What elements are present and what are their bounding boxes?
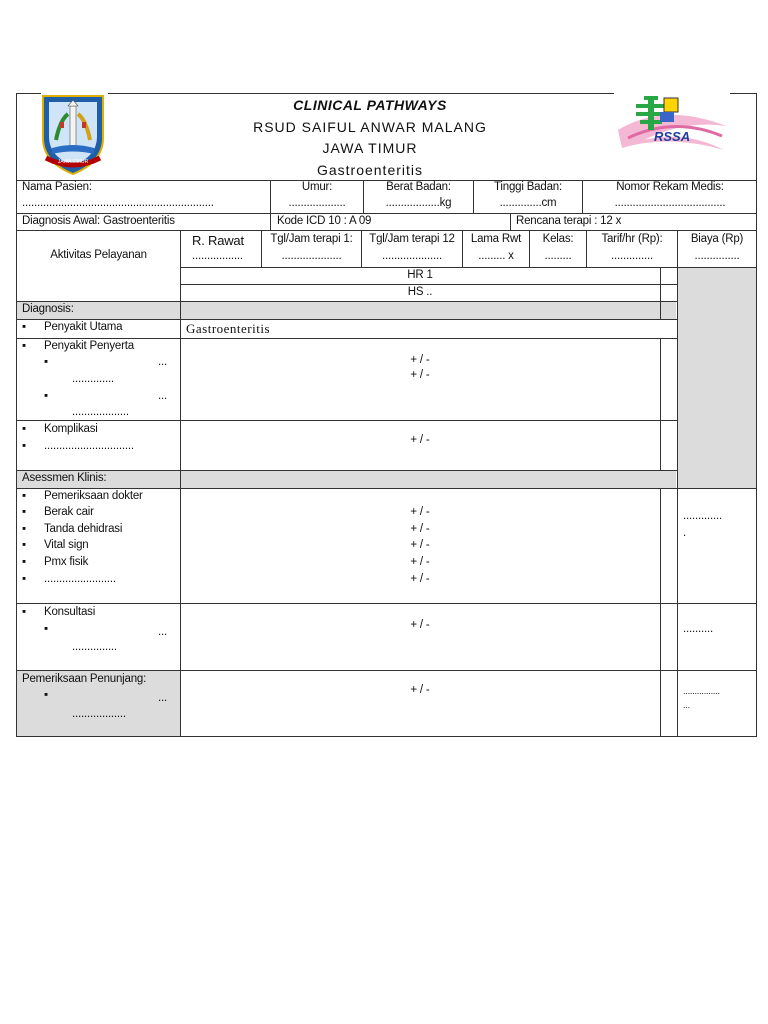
service-activity-label: Aktivitas Pelayanan [50,249,147,261]
height-field[interactable]: ..............cm [499,197,557,209]
therapy-plan: Rencana terapi : 12 x [516,215,622,227]
length-of-stay-field[interactable]: ......... x [478,250,514,262]
bullet [44,356,48,368]
province-name: JAWA TIMUR [322,140,418,156]
seal-banner-text: JAWA TIMUR [57,159,89,165]
cost-column-bg [677,267,757,488]
assessment-mark-4[interactable]: + / - [410,556,430,568]
bullet [44,689,48,701]
east-java-seal-logo [38,92,108,176]
comorbidity-label: Penyakit Penyerta [44,340,134,352]
patient-name-label: Nama Pasien: [22,181,92,193]
comorbidity-item-1-b[interactable]: .............. [72,373,114,385]
consultation-label: Konsultasi [44,606,96,618]
medical-record-field[interactable]: ..................................... [614,197,726,209]
bullet [22,440,26,452]
diagnosis-section-title: Diagnosis: [22,303,74,315]
complication-mark[interactable]: + / - [410,434,430,446]
class-field[interactable]: ......... [544,250,572,262]
icd-code: Kode ICD 10 : A 09 [277,215,372,227]
document-title: CLINICAL PATHWAYS [293,97,447,113]
assessment-mark-5[interactable]: + / - [410,573,430,585]
comorbidity-item-1-a[interactable]: ... [158,356,167,368]
assessment-cost-field[interactable]: ............. [683,510,722,522]
comorbidity-item-2-b[interactable]: ................... [72,406,129,418]
bullet [22,573,26,585]
bullet [22,490,26,502]
assessment-section-title: Asessmen Klinis: [22,472,107,484]
comorbidity-mark-2[interactable]: + / - [410,369,430,381]
cost-field[interactable]: ............... [694,250,740,262]
consultation-cost-field[interactable]: .......... [683,623,713,635]
support-exam-item-a[interactable]: ... [158,692,167,704]
disease-name: Gastroenteritis [316,162,424,178]
room-field[interactable]: ................. [192,250,243,262]
support-exam-label: Pemeriksaan Penunjang: [22,673,147,685]
assessment-item-watery-stool: Berak cair [44,506,94,518]
therapy-date-1-field[interactable]: .................... [281,250,342,262]
height-label: Tinggi Badan: [494,181,562,193]
assessment-item-physical-exam: Pmx fisik [44,556,89,568]
patient-name-field[interactable]: ................................................................ [22,197,214,209]
daily-rate-label: Tarif/hr (Rp): [601,233,663,245]
assessment-section-bg [16,471,676,488]
room-label: R. Rawat [192,233,244,248]
assessment-mark-2[interactable]: + / - [410,523,430,535]
complication-label: Komplikasi [44,423,98,435]
rssa-logo-text: RSSA [654,129,691,144]
therapy-date-1-label: Tgl/Jam terapi 1: [270,233,353,245]
complication-item[interactable]: .............................. [44,440,134,452]
support-exam-cost-field-2[interactable]: ... [683,700,690,710]
initial-diagnosis: Diagnosis Awal: Gastroenteritis [22,215,175,227]
rssa-logo [614,92,730,170]
bullet [22,321,26,333]
hospital-name: RSUD SAIFUL ANWAR MALANG [253,119,487,135]
diagnosis-section-bg [16,302,676,319]
age-field[interactable]: ................... [288,197,346,209]
weight-label: Berat Badan: [386,181,451,193]
consultation-item-a[interactable]: ... [158,626,167,638]
comorbidity-item-2-a[interactable]: ... [158,390,167,402]
medical-record-label: Nomor Rekam Medis: [616,181,724,193]
assessment-cost-field-2[interactable]: . [683,527,686,539]
daily-rate-field[interactable]: .............. [611,250,653,262]
bullet [44,623,48,635]
bullet [22,606,26,618]
age-label: Umur: [301,181,333,193]
assessment-item-other[interactable]: ........................ [44,573,116,585]
bullet [22,423,26,435]
main-disease-value: Gastroenteritis [186,321,271,336]
assessment-mark-3[interactable]: + / - [410,539,430,551]
length-of-stay-label: Lama Rwt [470,233,522,245]
support-exam-cost-field[interactable]: ................ [683,686,720,696]
consultation-item-b[interactable]: ............... [72,641,117,653]
therapy-date-12-label: Tgl/Jam terapi 12 [369,233,455,245]
assessment-item-doctor-exam: Pemeriksaan dokter [44,490,143,502]
assessment-item-vital-sign: Vital sign [44,539,89,551]
bullet [22,539,26,551]
consultation-mark[interactable]: + / - [410,619,430,631]
support-exam-mark[interactable]: + / - [410,684,430,696]
hospital-day-label: HR 1 [407,269,433,281]
support-exam-item-b[interactable]: .................. [72,708,126,720]
main-disease-label: Penyakit Utama [44,321,123,333]
bullet [22,556,26,568]
bullet [44,390,48,402]
bullet [22,523,26,535]
weight-field[interactable]: ..................kg [385,197,452,209]
comorbidity-mark-1[interactable]: + / - [410,354,430,366]
assessment-item-dehydration: Tanda dehidrasi [44,523,123,535]
class-label: Kelas: [542,233,574,245]
bullet [22,340,26,352]
assessment-mark-1[interactable]: + / - [410,506,430,518]
cost-label: Biaya (Rp) [690,233,744,245]
hospital-day-sub-label: HS .. [407,286,433,298]
therapy-date-12-field[interactable]: .................... [382,250,442,262]
bullet [22,506,26,518]
